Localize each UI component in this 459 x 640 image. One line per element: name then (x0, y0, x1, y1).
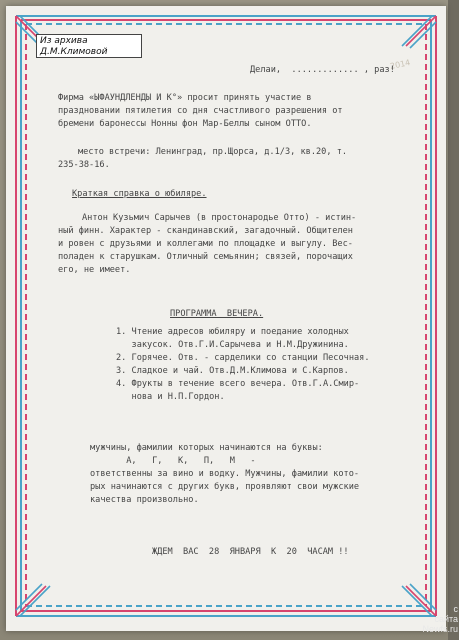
stamp-line-1: Из архива (40, 36, 88, 46)
men-line-4: рых начинаются с других букв, проявляют свои мужские (90, 482, 360, 492)
pencil-note: 2014 (389, 57, 412, 72)
stamp-line-2: Д.М.Климовой (40, 47, 108, 57)
program-line-6: нова и Н.П.Гордон. (116, 392, 225, 402)
program-line-5: 4. Фрукты в течение всего вечера. Отв.Г.А.Смир- (116, 379, 360, 389)
closing-line: ЖДЕМ ВАС 28 ЯНВАРЯ К 20 ЧАСАМ !! (152, 547, 349, 557)
program-line-1: 1. Чтение адресов юбиляру и поедание холодных (116, 327, 349, 337)
program-line-4: 3. Сладкое и чай. Отв.Д.М.Климова и С.Карпов. (116, 366, 349, 376)
meeting-line-1: место встречи: Ленинград, пр.Щорса, д.1/3, кв.20, т. (78, 147, 348, 157)
meeting-line-2: 235-38-16. (58, 160, 110, 170)
watermark-line-3: Newfs.ru (422, 624, 458, 634)
intro-line-3: бремени баронессы Нонны фон Мар-Беллы сыном ОТТО. (58, 119, 312, 129)
intro-line-2: праздновании пятилетия со дня счастливого разрешения от (58, 106, 343, 116)
bio-line-2: ный финн. Характер - скандинавский, загадочный. Общителен (58, 226, 353, 236)
program-heading: ПРОГРАММА ВЕЧЕРА. (170, 309, 264, 319)
watermark-line-1: c (453, 604, 458, 614)
watermark-line-2: сайта (434, 614, 458, 624)
men-line-1: мужчины, фамилии которых начинаются на буквы: (90, 443, 323, 453)
men-line-5: качества произвольно. (90, 495, 199, 505)
program-line-3: 2. Горячее. Отв. - сарделики со станции Песочная. (116, 353, 370, 363)
document-sheet (6, 6, 446, 631)
program-line-2: закусок. Отв.Г.И.Сарычева и Н.М.Дружинина. (116, 340, 349, 350)
site-watermark (406, 604, 458, 634)
bio-line-4: поладен к старушкам. Отличный семьянин; связей, порочащих (58, 252, 353, 262)
men-line-2: А, Г, К, П, М - (90, 456, 256, 466)
men-line-3: ответственны за вино и водку. Мужчины, фамилии кото- (90, 469, 360, 479)
greeting: Делаи, ............. , раз! (250, 65, 395, 75)
bio-line-5: его, не имеет. (58, 265, 131, 275)
photo-edge (448, 0, 459, 640)
bio-heading: Краткая справка о юбиляре. (72, 189, 207, 199)
intro-line-1: Фирма «ЫФАУНДЛЕНДЫ И К°» просит принять участие в (58, 93, 312, 103)
archive-stamp (36, 34, 142, 58)
bio-line-1: Антон Кузьмич Сарычев (в простонародье Отто) - истин- (82, 213, 357, 223)
bio-line-3: и ровен с друзьями и коллегами по площадке и выгулу. Вес- (58, 239, 353, 249)
